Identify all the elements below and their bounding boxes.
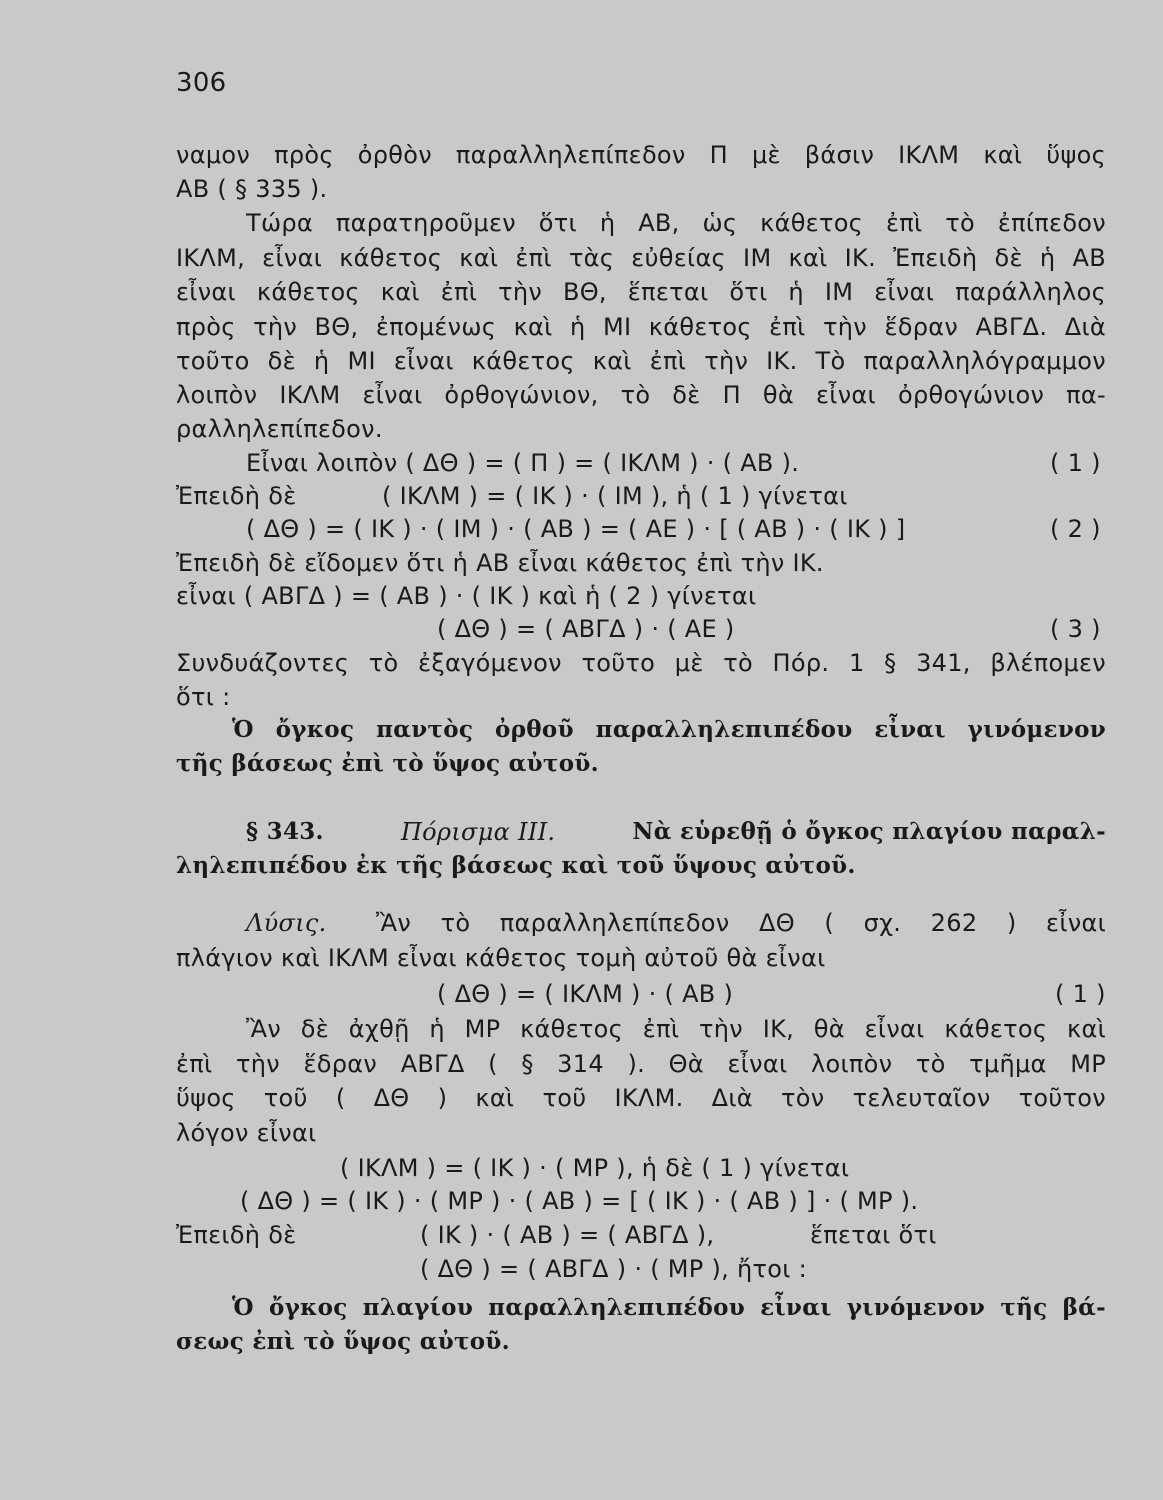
equation: ( ΔΘ ) = ( ΙΚ ) · ( ΙΜ ) · ( ΑΒ ) = ( ΑΕ ) · [ ( ΑΒ ) · ( ΙΚ ) ]	[246, 515, 906, 543]
section-number: § 343.	[246, 818, 324, 845]
equation: ( ΔΘ ) = ( ΑΒΓΔ ) · ( ΜΡ ), ἤτοι :	[420, 1255, 808, 1283]
equation-lead: Ἐπειδὴ δὲ	[176, 482, 297, 510]
equation-number: ( 1 )	[1050, 449, 1101, 477]
equation-number: ( 1 )	[1055, 980, 1106, 1008]
page-number: 306	[176, 68, 227, 98]
section-label: Πόρισμα ΙΙΙ.	[400, 818, 556, 846]
equation: ( ΔΘ ) = ( ΙΚΛΜ ) · ( ΑΒ )	[437, 980, 734, 1008]
equation: ( ΙΚ ) · ( ΑΒ ) = ( ΑΒΓΔ ),	[420, 1221, 715, 1249]
text-line: Συνδυάζοντες τὸ ἐξαγόμενον τοῦτο μὲ τὸ Πόρ. 1 § 341, βλέπομεν	[176, 649, 1106, 677]
theorem-line: σεως ἐπὶ τὸ ὕψος αὐτοῦ.	[176, 1328, 510, 1355]
text-line: εἶναι κάθετος καὶ ἐπὶ τὴν ΒΘ, ἕπεται ὅτι ἡ ΙΜ εἶναι παράλληλος	[176, 278, 1106, 306]
text-line: ΑΒ ( § 335 ).	[176, 175, 328, 203]
equation: ( ΙΚΛΜ ) = ( ΙΚ ) · ( ΜΡ ), ἡ δὲ ( 1 ) γίνεται	[340, 1154, 850, 1182]
text-line: Ἐπειδὴ δὲ εἴδομεν ὅτι ἡ ΑΒ εἶναι κάθετος ἐπὶ τὴν ΙΚ.	[176, 549, 824, 577]
section-title: Νὰ εὑρεθῇ ὁ ὄγκος πλαγίου παραλ-	[632, 818, 1106, 845]
text-line: ὅτι :	[176, 683, 231, 711]
equation-number: ( 3 )	[1050, 615, 1101, 643]
text-line: Ἂν δὲ ἀχθῇ ἡ ΜΡ κάθετος ἐπὶ τὴν ΙΚ, θὰ εἶναι κάθετος καὶ	[246, 1015, 1106, 1043]
equation-lead: Ἐπειδὴ δὲ	[176, 1221, 297, 1249]
equation: Εἶναι λοιπὸν ( ΔΘ ) = ( Π ) = ( ΙΚΛΜ ) · ( ΑΒ ).	[246, 449, 800, 477]
theorem-line: Ὁ ὄγκος πλαγίου παραλληλεπιπέδου εἶναι γινόμενον τῆς βά-	[232, 1294, 1106, 1321]
solution-text: Ἂν τὸ παραλληλεπίπεδον ΔΘ ( σχ. 262 ) εἶναι	[376, 909, 1106, 937]
equation-number: ( 2 )	[1050, 515, 1101, 543]
theorem-line: Ὁ ὄγκος παντὸς ὀρθοῦ παραλληλεπιπέδου εἶναι γινόμενον	[232, 716, 1106, 743]
section-heading	[246, 815, 1106, 849]
text-line: λόγον εἶναι	[176, 1119, 317, 1147]
equation: ( ΙΚΛΜ ) = ( ΙΚ ) · ( ΙΜ ), ἡ ( 1 ) γίνεται	[382, 482, 848, 510]
text-line: ἐπὶ τὴν ἕδραν ΑΒΓΔ ( § 314 ). Θὰ εἶναι λοιπὸν τὸ τμῆμα ΜΡ	[176, 1050, 1106, 1078]
text-line: ΙΚΛΜ, εἶναι κάθετος καὶ ἐπὶ τὰς εὐθείας ΙΜ καὶ ΙΚ. Ἐπειδὴ δὲ ἡ ΑΒ	[176, 244, 1106, 272]
text-line: τοῦτο δὲ ἡ ΜΙ εἶναι κάθετος καὶ ἐπὶ τὴν ΙΚ. Τὸ παραλληλόγραμμον	[176, 347, 1106, 375]
theorem-line: τῆς βάσεως ἐπὶ τὸ ὕψος αὐτοῦ.	[176, 750, 599, 777]
text-line: ναμον πρὸς ὀρθὸν παραλληλεπίπεδον Π μὲ βάσιν ΙΚΛΜ καὶ ὕψος	[176, 141, 1106, 169]
equation: ( ΔΘ ) = ( ΙΚ ) · ( ΜΡ ) · ( ΑΒ ) = [ ( ΙΚ ) · ( ΑΒ ) ] · ( ΜΡ ).	[240, 1187, 919, 1215]
equation-tail: ἕπεται ὅτι	[810, 1221, 937, 1249]
text-line: λοιπὸν ΙΚΛΜ εἶναι ὀρθογώνιον, τὸ δὲ Π θὰ εἶναι ὀρθογώνιον πα-	[176, 381, 1106, 409]
text-line: Τώρα παρατηροῦμεν ὅτι ἡ ΑΒ, ὡς κάθετος ἐπὶ τὸ ἐπίπεδον	[246, 209, 1106, 237]
text-line: ραλληλεπίπεδον.	[176, 415, 383, 443]
text-line: εἶναι ( ΑΒΓΔ ) = ( ΑΒ ) · ( ΙΚ ) καὶ ἡ ( 2 ) γίνεται	[176, 582, 757, 610]
section-title-cont: ληλεπιπέδου ἐκ τῆς βάσεως καὶ τοῦ ὕψους αὐτοῦ.	[176, 852, 856, 879]
text-line: πλάγιον καὶ ΙΚΛΜ εἶναι κάθετος τομὴ αὐτοῦ θὰ εἶναι	[176, 944, 826, 972]
equation: ( ΔΘ ) = ( ΑΒΓΔ ) · ( ΑΕ )	[437, 615, 735, 643]
text-line: ὕψος τοῦ ( ΔΘ ) καὶ τοῦ ΙΚΛΜ. Διὰ τὸν τελευταῖον τοῦτον	[176, 1084, 1106, 1112]
solution-line	[246, 906, 1106, 940]
solution-label: Λύσις.	[246, 909, 327, 937]
text-line: πρὸς τὴν ΒΘ, ἐπομένως καὶ ἡ ΜΙ κάθετος ἐπὶ τὴν ἕδραν ΑΒΓΔ. Διὰ	[176, 313, 1106, 341]
